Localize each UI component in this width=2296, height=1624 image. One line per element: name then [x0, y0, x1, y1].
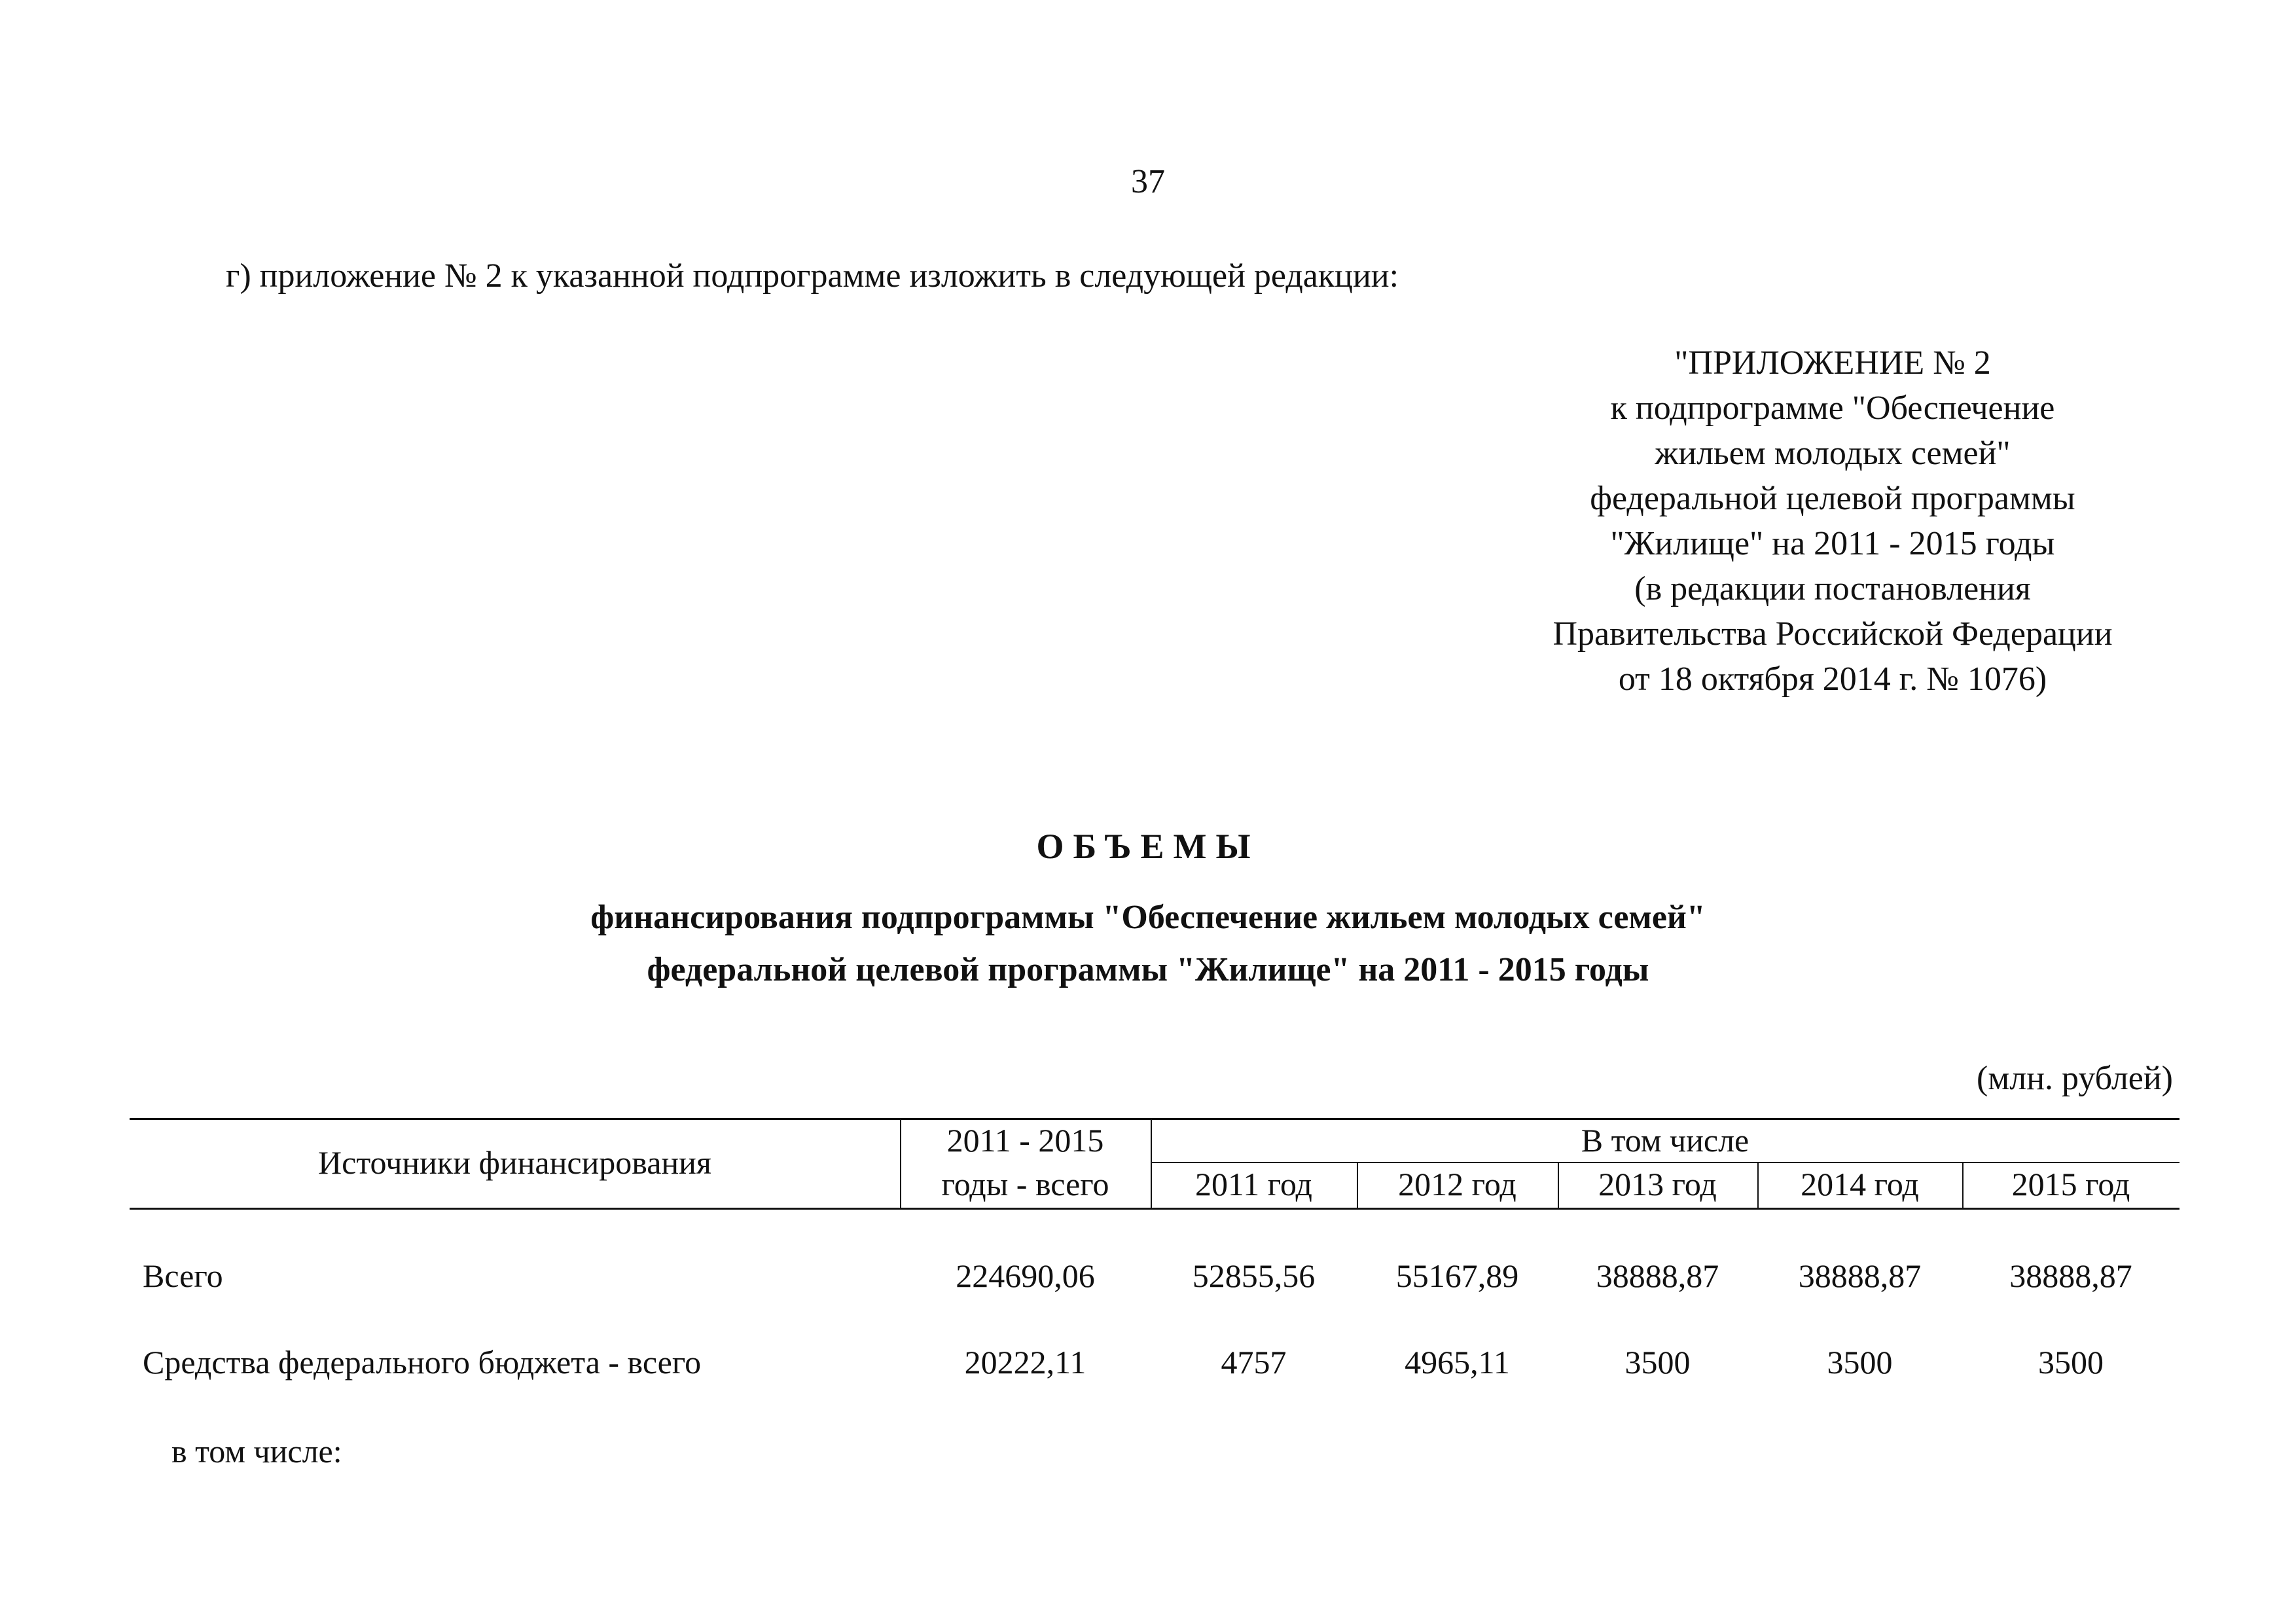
header-including: В том числе — [1581, 1122, 1749, 1159]
header-source: Источники финансирования — [318, 1144, 711, 1181]
cell-2013: 3500 — [1624, 1344, 1691, 1380]
cell-2014: 3500 — [1827, 1344, 1893, 1380]
row-label-total: Всего — [143, 1257, 223, 1294]
header-total-line2: годы - всего — [941, 1166, 1109, 1202]
appendix-block — [1473, 340, 2193, 702]
cell-2011: 52855,56 — [1192, 1257, 1316, 1294]
header-year-2013: 2013 год — [1598, 1166, 1717, 1202]
cell-2014: 38888,87 — [1798, 1257, 1922, 1294]
cell-2011: 4757 — [1221, 1344, 1287, 1380]
appendix-line: федеральной целевой программы — [1590, 480, 2075, 517]
cell-total: 224690,06 — [956, 1257, 1095, 1294]
subtitle-line: федеральной целевой программы "Жилище" на 2011 - 2015 годы — [647, 951, 1649, 988]
cell-2012: 4965,11 — [1405, 1344, 1510, 1380]
intro-text: г) приложение № 2 к указанной подпрограмме изложить в следующей редакции: — [226, 257, 1399, 295]
units-label: (млн. рублей) — [1977, 1060, 2173, 1097]
appendix-line: жильем молодых семей" — [1655, 435, 2011, 472]
table-top-border — [130, 1118, 2179, 1120]
appendix-line: Правительства Российской Федерации — [1552, 615, 2113, 653]
appendix-line: "ПРИЛОЖЕНИЕ № 2 — [1674, 344, 1991, 382]
page-number: 37 — [1131, 163, 1165, 200]
appendix-line: (в редакции постановления — [1634, 570, 2031, 607]
header-year-2014: 2014 год — [1801, 1166, 1919, 1202]
appendix-line: "Жилище" на 2011 - 2015 годы — [1610, 525, 2055, 562]
document-subtitle — [0, 892, 2296, 996]
row-label-federal: Средства федерального бюджета - всего — [143, 1344, 702, 1380]
cell-2015: 3500 — [2038, 1344, 2104, 1380]
cell-2012: 55167,89 — [1395, 1257, 1519, 1294]
document-title: ОБЪЕМЫ — [1036, 827, 1260, 866]
appendix-line: к подпрограмме "Обеспечение — [1610, 389, 2055, 427]
cell-2013: 38888,87 — [1596, 1257, 1719, 1294]
cell-total: 20222,11 — [964, 1344, 1086, 1380]
header-year-2015: 2015 год — [2011, 1166, 2130, 1202]
subtitle-line: финансирования подпрограммы "Обеспечение жильем молодых семей" — [590, 899, 1706, 936]
table-note: в том числе: — [171, 1433, 342, 1470]
header-year-2011: 2011 год — [1195, 1166, 1312, 1202]
header-total-line1: 2011 - 2015 — [946, 1122, 1104, 1159]
cell-2015: 38888,87 — [2009, 1257, 2132, 1294]
table-subheader-border — [1151, 1162, 2179, 1163]
header-year-2012: 2012 год — [1398, 1166, 1516, 1202]
table-header-bottom-border — [130, 1208, 2179, 1210]
appendix-line: от 18 октября 2014 г. № 1076) — [1618, 660, 2047, 698]
